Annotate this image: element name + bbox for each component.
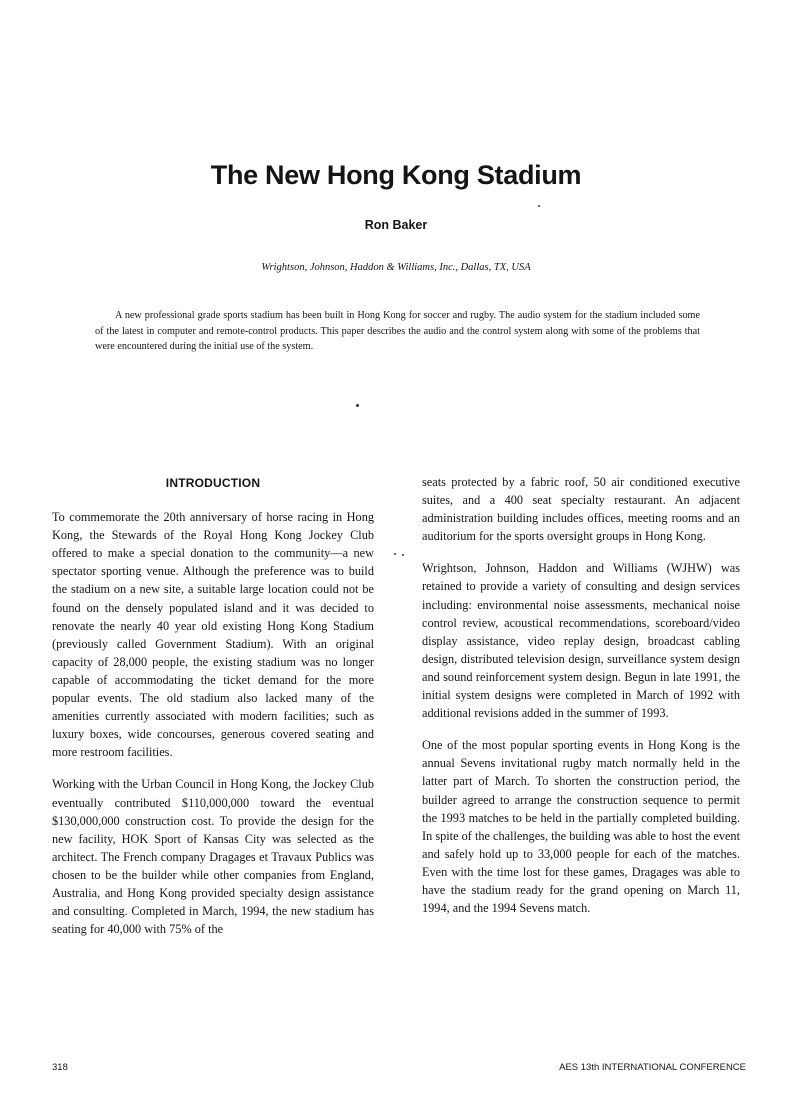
paragraph: Working with the Urban Council in Hong Kong, the Jockey Club eventually contributed $110,000,000 toward the eventual $130,000,000 construction cost. To provide the design for the new facility, HOK Sport of Kansas City was selected as the architect. The French company Dragages et Travaux Publics was chosen to be the builder while other companies from England, Australia, and Hong Kong provided specialty design assistance and consulting. Completed in March, 1994, the new stadium has seating for 40,000 with 75% of the xyxy=(52,777,374,937)
abstract: A new professional grade sports stadium has been built in Hong Kong for soccer and rugby. The audio system for the stadium included some of the latest in computer and remote-control products. This paper describes the audio and the control system along with some of the problems that were encountered during the initial use of the system. xyxy=(95,310,700,352)
author-affiliation: Wrightson, Johnson, Haddon & Williams, Inc., Dallas, TX, USA xyxy=(261,262,531,273)
right-column xyxy=(422,473,740,931)
left-column xyxy=(52,474,374,952)
scan-speck xyxy=(538,205,540,207)
paragraph: One of the most popular sporting events in Hong Kong is the annual Sevens invitational rugby match normally held in the latter part of March. To shorten the construction period, the builder agreed to arrange the construction sequence to permit the 1993 matches to be held in the partially completed building. In spite of the challenges, the building was able to host the event and safely hold up to 33,000 people for each of the matches. Even with the time lost for these games, Dragages was able to have the stadium ready for the grand opening on March 11, 1994, and the 1994 Sevens match. xyxy=(422,738,740,916)
scan-speck xyxy=(402,554,404,556)
author-name: Ron Baker xyxy=(364,218,428,232)
scan-speck xyxy=(394,553,396,555)
conference-name: AES 13th INTERNATIONAL CONFERENCE xyxy=(559,1062,746,1073)
paper-title: The New Hong Kong Stadium xyxy=(210,160,582,190)
paragraph: Wrightson, Johnson, Haddon and Williams (WJHW) was retained to provide a variety of consulting and design services including: environmental noise assessments, mechanical noise control review, acoustical recommendations, scoreboard/video display assistance, video replay design, broadcast cabling design, distributed television design, surveillance system design and sound reinforcement system design. Begun in late 1991, the initial system designs were completed in March of 1992 with additional revisions added in the summer of 1993. xyxy=(422,561,740,721)
scan-speck xyxy=(356,404,359,407)
paragraph: To commemorate the 20th anniversary of horse racing in Hong Kong, the Stewards of the Royal Hong Kong Jockey Club offered to make a special donation to the community—a new spectator sporting venue. Although the preference was to build the stadium on a new site, a suitable large location could not be found on the densely populated island and it was decided to renovate the nearly 40 year old existing Hong Kong Stadium (previously called Government Stadium). With an original capacity of 28,000 people, the existing stadium was no longer capable of accommodating the ticket demand for the more popular events. The old stadium also lacked many of the amenities currently associated with modern facilities; such as luxury boxes, wide concourses, generous covered seating and more restroom facilities. xyxy=(52,510,374,760)
section-heading-introduction: INTRODUCTION xyxy=(165,476,261,490)
paragraph: seats protected by a fabric roof, 50 air conditioned executive suites, and a 400 seat specialty restaurant. An adjacent administration building includes offices, meeting rooms and an auditorium for the sports oversight groups in Hong Kong. xyxy=(422,475,740,544)
page-number: 318 xyxy=(52,1062,68,1073)
